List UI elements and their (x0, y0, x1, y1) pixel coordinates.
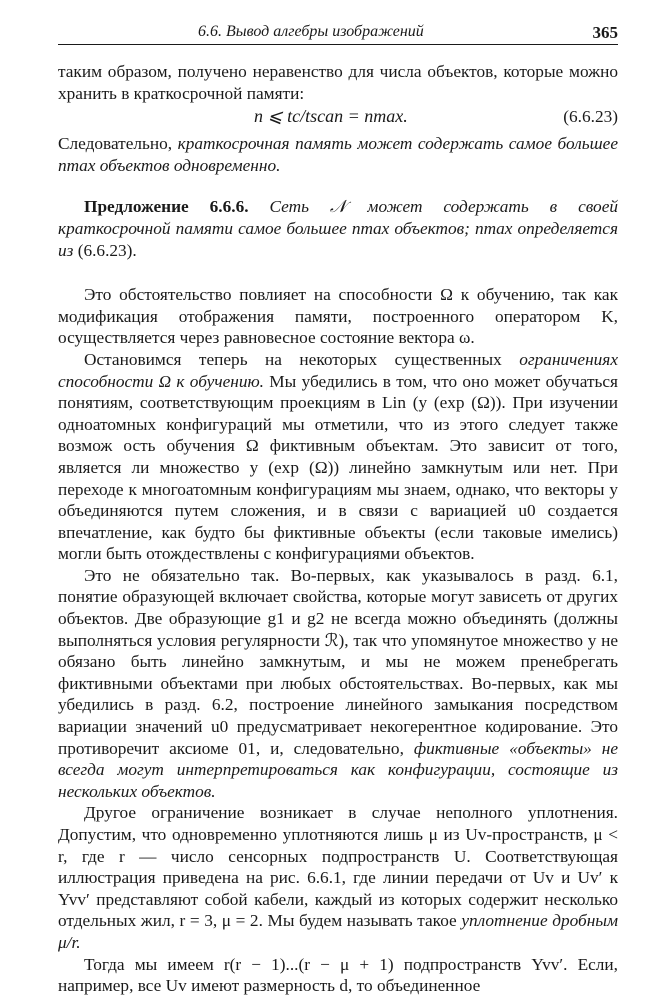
intro-paragraph: таким образом, получено неравенство для числа объектов, которые можно хранить в краткосрочной памяти: (58, 62, 618, 103)
paragraph-3 (58, 565, 618, 803)
paragraph-2-emphasis: ограничениях способности Ω к обучению. (58, 349, 618, 391)
paragraph-2-lead: Остановимся теперь на некоторых существенных (84, 349, 520, 369)
paragraph-4-text: Другое ограничение возникает в случае неполного уплотнения. Допустим, что одновременно уплотняются лишь μ из Uv-пространств, μ < r, где r — число сенсорных подпространств U. Соответствующая иллюстрация приведена на рис. 6.6.1, где линии передачи от Uv и Uv′ к Yvv′ представляют собой кабели, каждый из которых содержит несколько отдельных жил, r = 3, μ = 2. Мы будем называть такое (58, 803, 618, 931)
paragraph-5: Тогда мы имеем r(r − 1)...(r − μ + 1) подпространств Yvv′. Если, например, все Uv имеют размерность d, то объединенное (58, 954, 618, 996)
formula-row (58, 106, 618, 133)
paragraph-4-emphasis: уплотнение дробным μ/r. (58, 911, 618, 952)
paragraph-2 (58, 349, 618, 565)
paragraph-2-rest: Мы убедились в том, что оно может обучаться понятиям, соответствующим проекциям в Lin (y (exp (Ω)). При изучении одноатомных конфигураций мы отметили, что из этого следует также возмож ость обучения Ω фиктивным объектам. Это зависит от того, является ли множество y (exp (Ω)) линейно замкнутым или нет. При переходе к многоатомным конфигурациям мы знаем, однако, что векторы y объединяются путем сложения, и в связи с вариацией u0 создается впечатление, как будто бы фиктивные объекты (если таковые имелись) могли быть отождествлены с конфигурациями объектов. (58, 371, 618, 564)
paragraph-1: Это обстоятельство повлияет на способности Ω к обучению, так как модификация отображения памяти, построенного оператором K, осуществляется через равновесное состояние вектора ω. (58, 285, 618, 348)
paragraph-4 (58, 802, 618, 953)
paragraph-3-text: Это не обязательно так. Во-первых, как указывалось в разд. 6.1, понятие образующей включает свойства, которые могут зависеть от других объектов. Две образующие g1 и g2 не всегда можно объединять (должны выполняться условия регулярности ℛ), так что упомянутое множество y не обязано быть линейно замкнутым, и мы не можем пренебрегать фиктивными объектами при любых обстоятельствах. Во-первых, как мы убедились в разд. 6.2, построение линейного замыкания посредством вариации значений u0 предусматривает некогерентное кодирование. Это противоречит аксиоме 01, и, следовательно, (58, 565, 618, 758)
inequality-formula: n ⩽ tc/tscan = nmax. (254, 106, 408, 127)
proposition (58, 196, 618, 261)
proposition-statement: Сеть 𝒩 может содержать в своей краткосрочной памяти самое большее nmax объектов; nmax определяется из (58, 197, 619, 260)
section-title: 6.6. Вывод алгебры изображений (198, 23, 424, 40)
consequence-paragraph (58, 133, 618, 176)
spacer (58, 176, 618, 196)
consequence-text: Следовательно, (58, 134, 178, 154)
spacer (58, 261, 618, 284)
consequence-emphasis: краткосрочная память может содержать самое большее nmax объектов одновременно. (58, 134, 618, 175)
proposition-reference: (6.6.23). (77, 240, 137, 260)
proposition-label: Предложение 6.6.6. (84, 197, 249, 217)
running-header (58, 20, 618, 45)
page-body (58, 61, 618, 997)
formula-number: (6.6.23) (563, 107, 618, 127)
paragraph-3-emphasis: фиктивные «объекты» не всегда могут интерпретироваться как конфигурации, состоящие из нескольких объектов. (58, 738, 618, 801)
page-number: 365 (592, 23, 618, 42)
